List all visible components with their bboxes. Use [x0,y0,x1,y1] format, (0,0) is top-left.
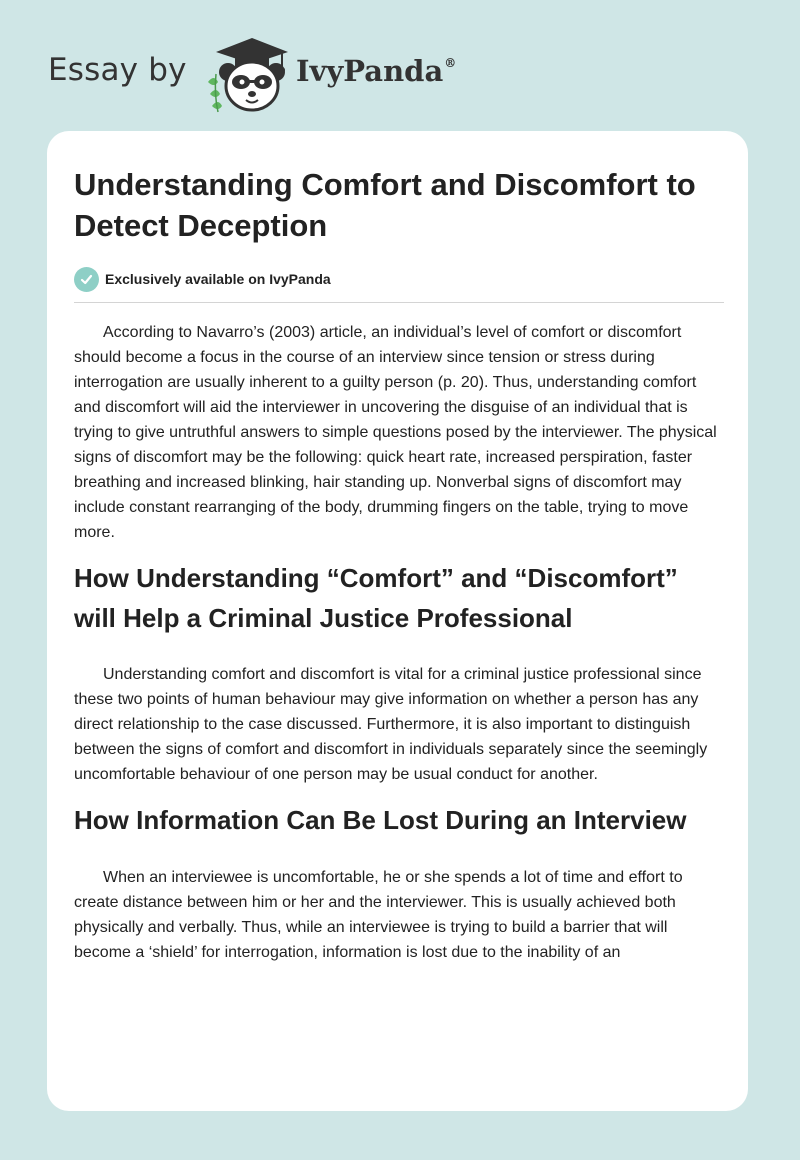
essay-by-label: Essay by [48,52,187,88]
paragraph: When an interviewee is uncomfortable, he or she spends a lot of time and effort to create distance between him or her and the interviewer. This is usually achieved both physically and verbally. Thus, while an interviewee is trying to build a barrier that will become a ‘shield’ for interrogation, information is lost due to the inability of an [74,869,683,961]
site-header [48,34,548,114]
brand-name[interactable]: IvyPanda® [296,54,457,88]
article-title: Understanding Comfort and Discomfort to Detect Deception [74,167,696,243]
exclusive-badge [74,266,724,292]
paragraph: According to Navarro’s (2003) article, an individual’s level of comfort or discomfort should become a focus in the course of an interview since tension or stress during interrogation are usually inherent to a guilty person (p. 20). Thus, understanding comfort and discomfort will aid the interviewer in uncovering the disguise of an individual that is trying to give untruthful answers to simple questions posed by the interviewer. The physical signs of discomfort may be the following: quick heart rate, increased perspiration, faster breathing and increased blinking, hair standing up. Nonverbal signs of discomfort may include constant rearranging of the body, drumming fingers on the table, trying to move more. [74,324,717,541]
section-heading: How Understanding “Comfort” and “Discomfort” will Help a Criminal Justice Professional [74,563,678,633]
section-heading: How Information Can Be Lost During an Interview [74,805,687,835]
exclusive-badge-label: Exclusively available on IvyPanda [105,271,331,287]
divider [74,302,724,303]
registered-mark: ® [444,56,457,70]
check-circle-icon [74,267,99,292]
panda-logo-icon[interactable] [202,34,292,114]
paragraph: Understanding comfort and discomfort is vital for a criminal justice professional since these two points of human behaviour may give information on whether a person has any direct relationship to the case discussed. Furthermore, it is also important to distinguish between the signs of comfort and discomfort in individuals separately since the seemingly uncomfortable behaviour of one person may be usual conduct for another. [74,666,708,783]
article-card [47,131,748,1111]
article-content [74,164,724,965]
